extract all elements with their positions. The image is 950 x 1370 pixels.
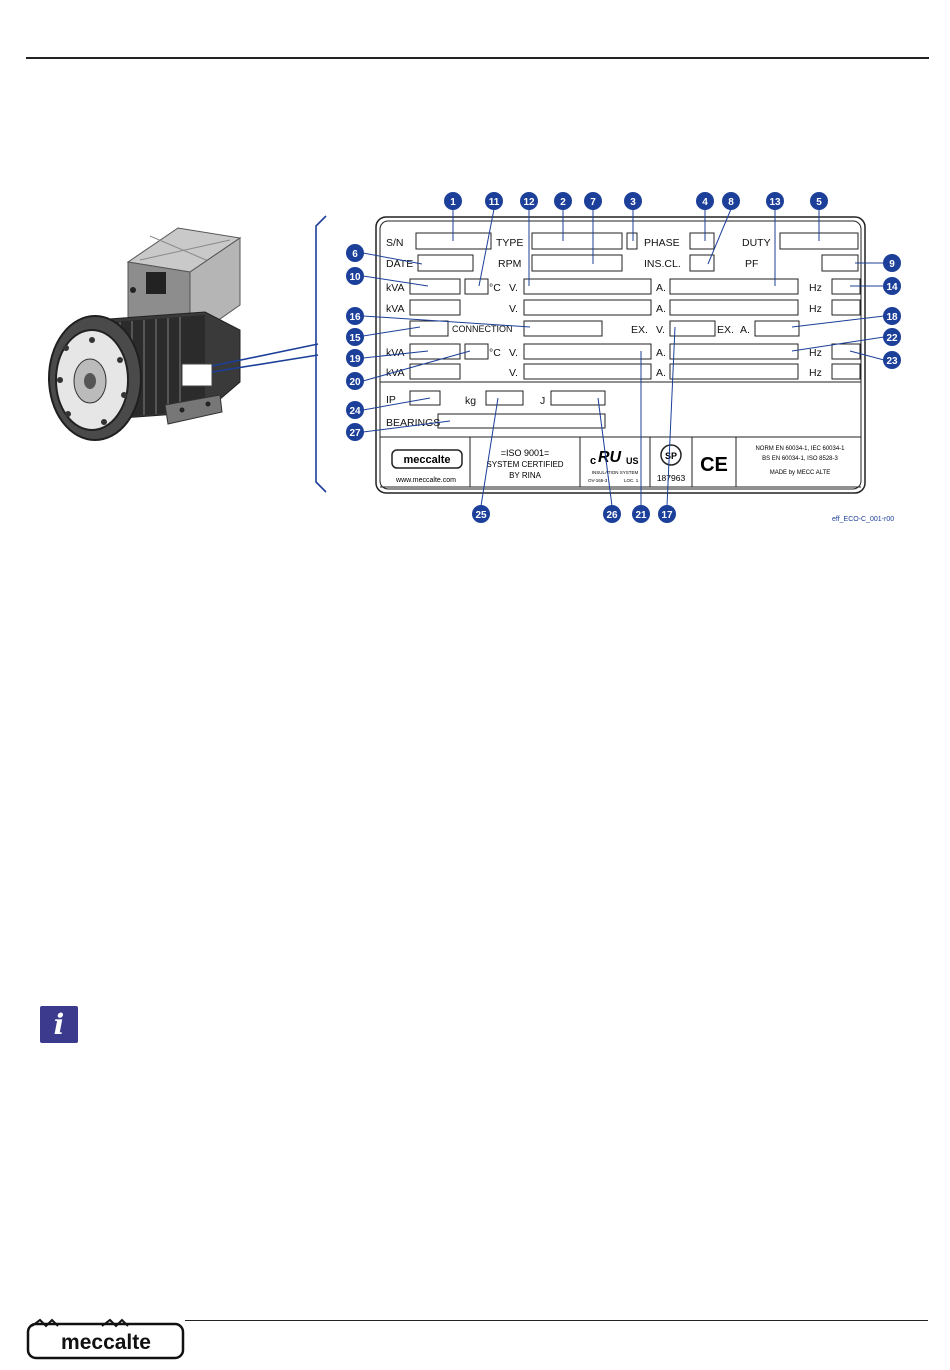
label-kva-1: kVA [386, 282, 405, 294]
ul-loc: LOC. 1 [624, 478, 639, 483]
label-phase: PHASE [644, 237, 680, 249]
label-a-2: A. [656, 303, 666, 315]
callout-26 [603, 505, 621, 523]
callout-8 [722, 192, 740, 210]
svg-text:27: 27 [349, 428, 361, 439]
callout-23 [883, 351, 901, 369]
csa-number: 187963 [656, 473, 686, 483]
svg-text:9: 9 [889, 259, 895, 270]
label-j: J [540, 395, 546, 407]
svg-text:26: 26 [606, 510, 618, 521]
plate-website: www.meccalte.com [396, 477, 456, 484]
svg-text:5: 5 [816, 197, 822, 208]
label-connection: CONNECTION [452, 324, 513, 334]
svg-text:25: 25 [475, 510, 487, 521]
svg-text:1: 1 [450, 197, 456, 208]
callout-24 [346, 401, 364, 419]
svg-text:19: 19 [349, 354, 361, 365]
label-pf: PF [745, 258, 759, 270]
label-type: TYPE [496, 237, 524, 249]
svg-text:7: 7 [590, 197, 596, 208]
svg-text:11: 11 [488, 197, 500, 208]
plate-brand: meccalte [403, 454, 451, 466]
iso-line-3: BY RINA [509, 471, 541, 480]
label-kg: kg [465, 395, 477, 407]
svg-text:14: 14 [886, 282, 898, 293]
label-duty: DUTY [742, 237, 771, 249]
svg-text:12: 12 [523, 197, 535, 208]
callout-4 [696, 192, 714, 210]
label-deg-c-2: °C [489, 347, 501, 359]
label-v-2: V. [509, 303, 518, 315]
norm-line-2: BS EN 60034-1, ISO 8528-3 [762, 456, 838, 462]
label-sn: S/N [386, 237, 404, 249]
label-a-4: A. [656, 367, 666, 379]
label-hz-3: Hz [809, 347, 822, 359]
label-v-1: V. [509, 282, 518, 294]
label-ex-v: EX. [631, 324, 648, 336]
label-ip: IP [386, 394, 396, 406]
nameplate-diagram [0, 0, 950, 540]
nameplate-figure [0, 0, 950, 540]
svg-text:6: 6 [352, 249, 358, 260]
ul-insulation: INSULATION SYSTEM [591, 470, 639, 475]
callout-15 [346, 328, 364, 346]
svg-text:24: 24 [349, 406, 361, 417]
callout-7 [584, 192, 602, 210]
callout-12 [520, 192, 538, 210]
label-kva-3: kVA [386, 347, 405, 359]
svg-text:2: 2 [560, 197, 566, 208]
label-hz-4: Hz [809, 367, 822, 379]
callout-17 [658, 505, 676, 523]
svg-text:c: c [590, 455, 597, 467]
svg-text:3: 3 [630, 197, 636, 208]
callout-9 [883, 254, 901, 272]
norm-line-1: NORM EN 60034-1, IEC 60034-1 [755, 446, 845, 452]
label-date: DATE [386, 258, 414, 270]
label-kva-2: kVA [386, 303, 405, 315]
svg-text:17: 17 [661, 510, 673, 521]
callout-19 [346, 349, 364, 367]
nameplate [376, 217, 865, 493]
iso-line-2: SYSTEM CERTIFIED [486, 460, 564, 469]
callout-5 [810, 192, 828, 210]
ce-mark-icon: CE [700, 454, 728, 476]
svg-text:18: 18 [886, 312, 898, 323]
footer-logo-text: meccalte [61, 1331, 151, 1354]
label-a-3: A. [656, 347, 666, 359]
norm-line-3: MADE by MECC ALTE [769, 470, 831, 476]
callout-22 [883, 328, 901, 346]
callout-16 [346, 307, 364, 325]
label-v-3: V. [509, 347, 518, 359]
svg-text:23: 23 [886, 356, 898, 367]
callout-20 [346, 372, 364, 390]
label-v-ex: V. [656, 324, 665, 336]
svg-text:21: 21 [635, 510, 647, 521]
footer-rule [185, 1320, 928, 1321]
callout-14 [883, 277, 901, 295]
generator-illustration [49, 228, 240, 440]
svg-text:20: 20 [349, 377, 361, 388]
footer-logo [26, 1318, 186, 1367]
label-ex-a: EX. [717, 324, 734, 336]
callout-11 [485, 192, 503, 210]
figure-code: eff_ECO-C_001-r00 [832, 516, 895, 523]
label-a-1: A. [656, 282, 666, 294]
callout-13 [766, 192, 784, 210]
label-v-4: V. [509, 367, 518, 379]
svg-text:10: 10 [349, 272, 361, 283]
label-kva-4: kVA [386, 367, 405, 379]
svg-text:16: 16 [349, 312, 361, 323]
label-bearings: BEARINGS [386, 417, 441, 429]
callout-3 [624, 192, 642, 210]
svg-text:US: US [626, 456, 639, 466]
label-hz-1: Hz [809, 282, 822, 294]
svg-text:4: 4 [702, 197, 708, 208]
svg-text:15: 15 [349, 333, 361, 344]
info-icon: i [40, 1006, 78, 1043]
label-deg-c-1: °C [489, 282, 501, 294]
iso-line-1: =ISO 9001= [500, 448, 550, 458]
callout-18 [883, 307, 901, 325]
svg-text:SP: SP [664, 451, 678, 461]
svg-text:13: 13 [769, 197, 781, 208]
callout-2 [554, 192, 572, 210]
label-ins-cl: INS.CL. [644, 258, 681, 270]
label-rpm: RPM [498, 258, 522, 270]
svg-text:22: 22 [886, 333, 898, 344]
ul-code: OV-165-3 [588, 478, 608, 483]
label-a-ex: A. [740, 324, 750, 336]
callout-6 [346, 244, 364, 262]
callout-27 [346, 423, 364, 441]
callout-21 [632, 505, 650, 523]
callout-10 [346, 267, 364, 285]
callout-25 [472, 505, 490, 523]
label-hz-2: Hz [809, 303, 822, 315]
svg-text:8: 8 [728, 197, 734, 208]
callout-1 [444, 192, 462, 210]
svg-text:RU: RU [598, 449, 622, 466]
